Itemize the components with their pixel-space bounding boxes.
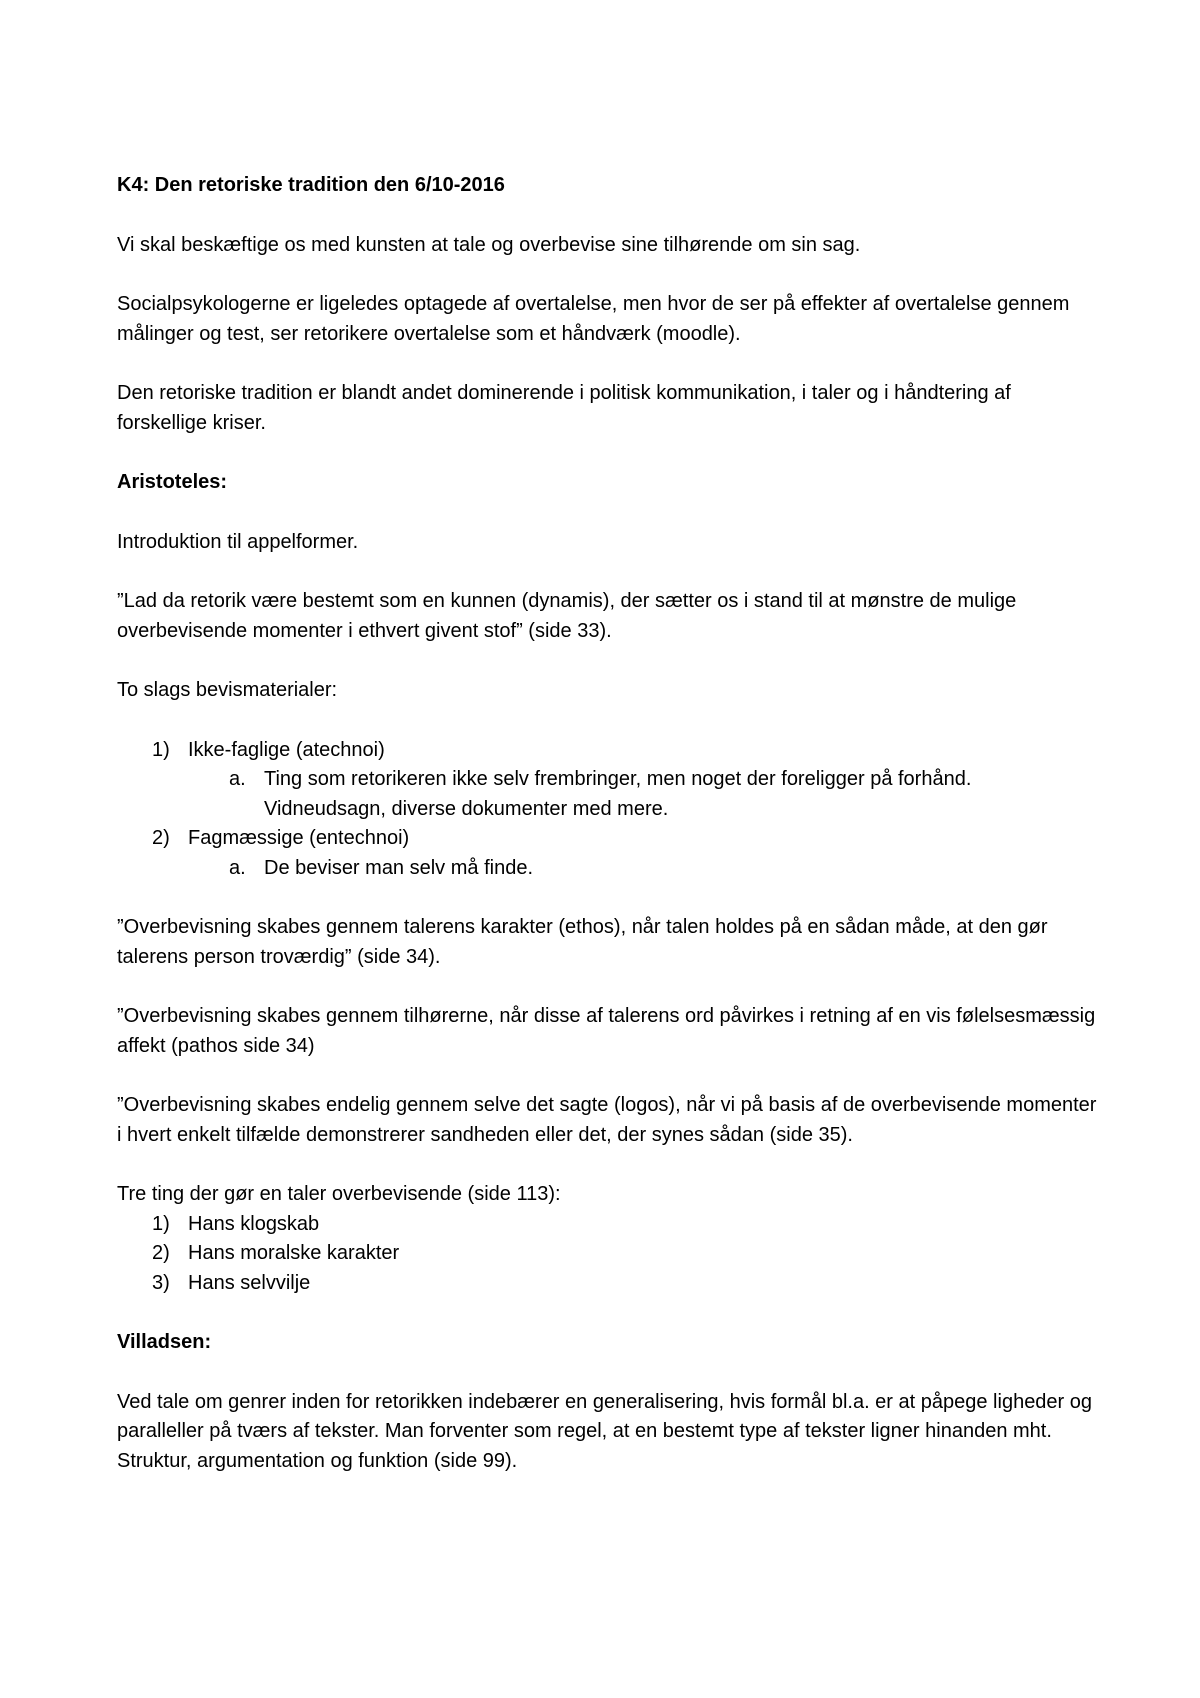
list-number: 2) <box>152 1242 170 1264</box>
list-number: 1) <box>152 1212 170 1235</box>
genrer-paragraph: Ved tale om genrer inden for retorikken indebærer en generalisering, hvis formål bl.a. er at påpege ligheder og paralleller på tværs af tekster. Man forventer som regel, at en bestemt type af tekster ligner hinanden mht. Struktur, argumentation og funktion (side 99). <box>117 1390 1093 1472</box>
list-item-text: Hans moralske karakter <box>188 1242 400 1264</box>
sub-list-item-text: De beviser man selv må finde. <box>264 856 534 879</box>
sub-list-letter: a. <box>229 856 246 879</box>
document-title: K4: Den retoriske tradition den 6/10-2016 <box>117 174 505 196</box>
list-item <box>117 736 1097 825</box>
pathos-quote: ”Overbevisning skabes gennem tilhørerne, når disse af talerens ord påvirkes i retning af en vis følelsesmæssig affekt (pathos side 34) <box>117 1005 1096 1057</box>
list-item-text: Hans klogskab <box>188 1212 320 1235</box>
list-item <box>117 1239 1097 1269</box>
list-item <box>117 824 1097 883</box>
sub-list-item <box>188 765 1097 824</box>
intro-paragraph: Vi skal beskæftige os med kunsten at tale og overbevise sine tilhørende om sin sag. <box>117 233 861 256</box>
list-item-text: Fagmæssige (entechnoi) <box>188 827 410 849</box>
sub-list <box>188 854 1097 884</box>
sub-list-item-text: Ting som retorikeren ikke selv frembringer, men noget der foreligger på forhånd. Vidneudsagn, diverse dokumenter med mere. <box>264 768 972 820</box>
villadsen-heading: Villadsen: <box>117 1331 212 1353</box>
list-item <box>117 1210 1097 1240</box>
rhetorical-tradition-paragraph: Den retoriske tradition er blandt andet dominerende i politisk kommunikation, i taler og i håndtering af forskellige kriser. <box>117 382 1011 434</box>
sub-list-letter: a. <box>229 768 246 790</box>
tre-ting-list <box>117 1210 1097 1299</box>
sub-list <box>188 765 1097 824</box>
list-item <box>117 1269 1097 1299</box>
logos-quote: ”Overbevisning skabes endelig gennem selve det sagte (logos), når vi på basis af de overbevisende momenter i hvert enkelt tilfælde demonstrerer sandheden eller det, der synes sådan (side 35). <box>117 1094 1097 1146</box>
list-item-text: Ikke-faglige (atechnoi) <box>188 738 385 761</box>
list-number: 3) <box>152 1271 170 1294</box>
aristoteles-heading: Aristoteles: <box>117 471 228 493</box>
social-psychology-paragraph: Socialpsykologerne er ligeledes optagede af overtalelse, men hvor de ser på effekter af overtalelse gennem målinger og test, ser retorikere overtalelse som et håndværk (moodle). <box>117 293 1070 345</box>
list-item-text: Hans selvvilje <box>188 1271 311 1294</box>
ethos-quote: ”Overbevisning skabes gennem talerens karakter (ethos), når talen holdes på en sådan måde, at den gør talerens person troværdig” (side 34). <box>117 916 1048 968</box>
document-page <box>117 171 1097 1506</box>
appelformer-paragraph: Introduktion til appelformer. <box>117 530 359 553</box>
list-number: 1) <box>152 738 170 761</box>
tre-ting-paragraph: Tre ting der gør en taler overbevisende (side 113): <box>117 1183 561 1205</box>
sub-list-item <box>188 854 1097 884</box>
list-number: 2) <box>152 827 170 849</box>
retorik-quote: ”Lad da retorik være bestemt som en kunnen (dynamis), der sætter os i stand til at mønstre de mulige overbevisende momenter i ethvert givent stof” (side 33). <box>117 590 1017 642</box>
bevis-list <box>117 736 1097 884</box>
bevismaterialer-paragraph: To slags bevismaterialer: <box>117 679 338 701</box>
